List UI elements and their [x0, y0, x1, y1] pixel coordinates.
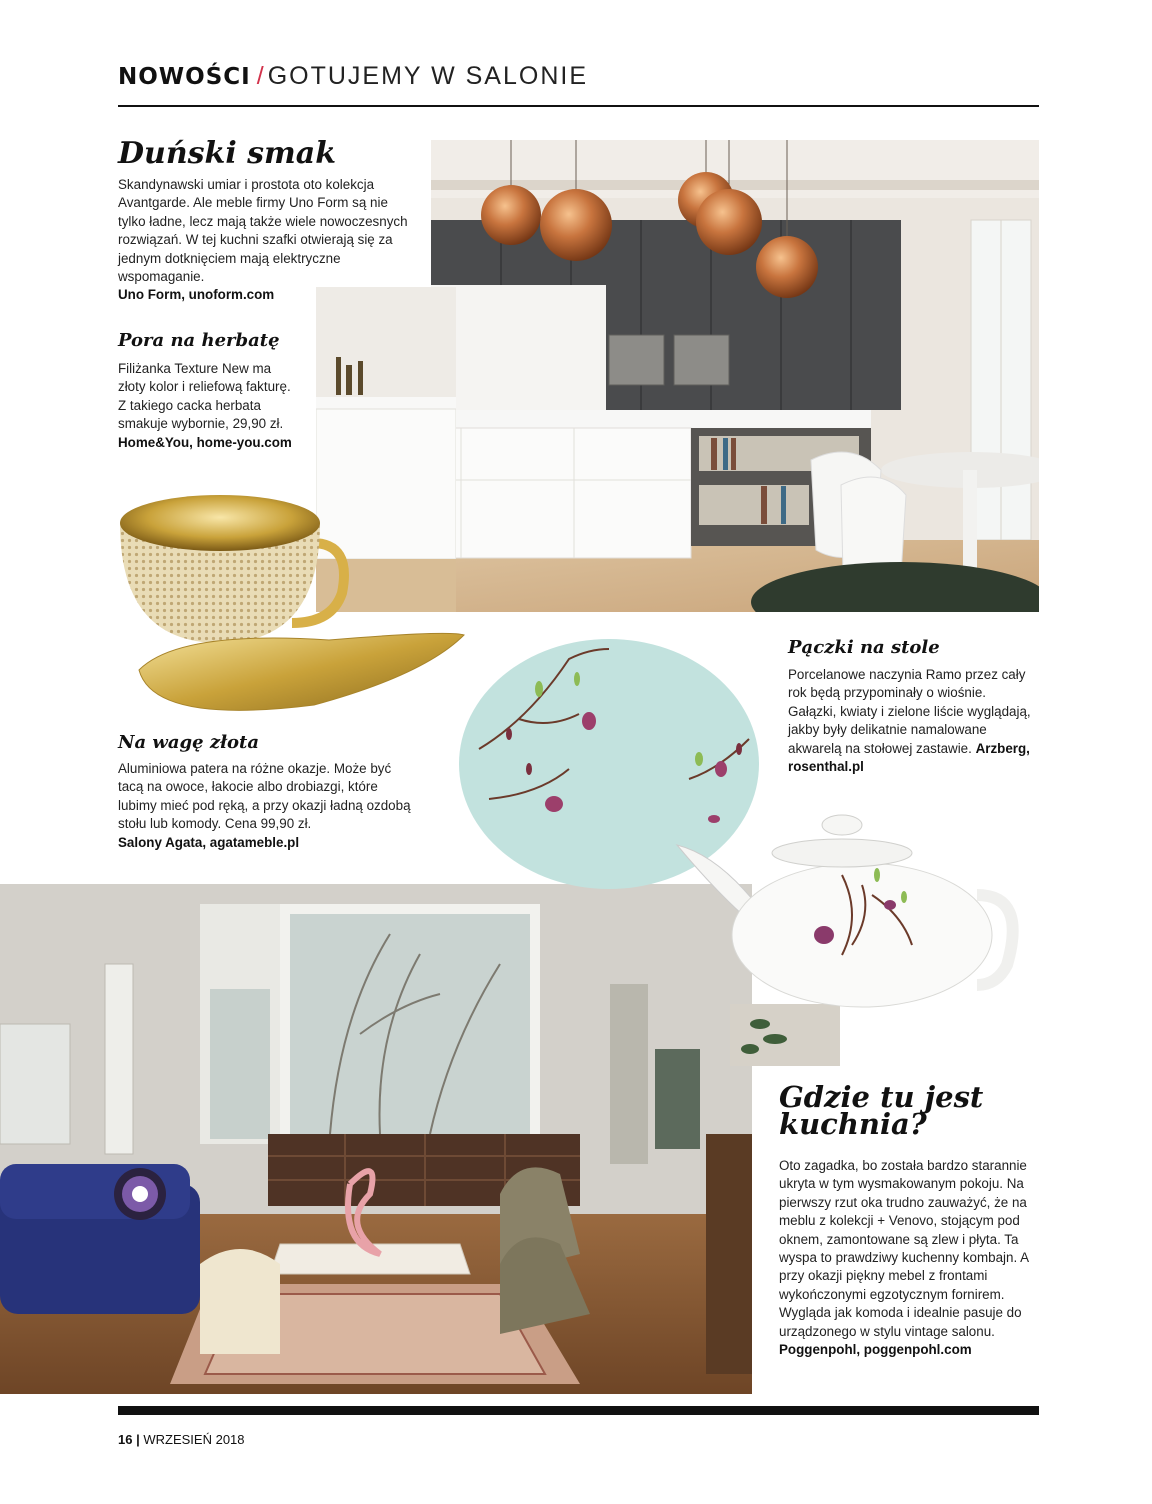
article-text-kuchnia: Oto zagadka, bo została bardzo starannie ukryta w tym wysmakowanym pokoju. Na pierwszy rzut oka trudno zauważyć, że na meblu z kolekcji + Venovo, stojącym pod oknem, zamontowane są zlew i płyta. Ta wyspa to prawdziwy kuchenny kombajn. A przy okazji piękny mebel z frontami wykończonymi egzotycznym fornirem. Wygląda jak komoda i idealnie pasuje do urządzonego w stylu vintage salonu. — [779, 1158, 1029, 1339]
article-source-herbata: Home&You, home-you.com — [118, 434, 292, 450]
living-room-photo — [0, 884, 752, 1394]
article-title-kuchnia: Gdzie tu jest kuchnia? — [779, 1080, 984, 1141]
article-title-herbata: Pora na herbatę — [118, 330, 280, 351]
subsection-name: GOTUJEMY W SALONIE — [267, 62, 588, 90]
footer-separator: | — [136, 1432, 140, 1447]
article-body-herbata — [118, 360, 298, 452]
article-source-zlota: Salony Agata, agatameble.pl — [118, 834, 300, 850]
issue-date: WRZESIEŃ 2018 — [143, 1432, 245, 1447]
article-title-zlota: Na wagę złota — [118, 732, 259, 753]
teapot-image — [672, 805, 1022, 1010]
kitchen-photo — [431, 140, 1039, 612]
section-name: NOWOŚCI — [118, 64, 251, 90]
article-text-dunski: Skandynawski umiar i prostota oto kolekcja Avantgarde. Ale meble firmy Uno Form są nie tylko ładne, lecz mają także wiele nowoczesnych rozwiązań. W tej kuchni szafki otwierają się za jednym dotknięciem mają elektryczne wspomaganie. — [118, 177, 408, 285]
gold-platter-image — [134, 625, 469, 720]
article-title-paczki: Pączki na stole — [788, 637, 940, 658]
article-source-kuchnia: Poggenpohl, poggenpohl.com — [779, 1342, 972, 1358]
article-body-dunski — [118, 176, 418, 305]
header-slash: / — [256, 62, 264, 90]
article-source-paczki: Arzberg, rosenthal.pl — [788, 740, 1030, 775]
plant-photo-corner — [730, 1004, 840, 1066]
article-text-paczki: Porcelanowe naczynia Ramo przez cały rok będą przypominały o wiośnie. Gałązki, kwiaty i zielone liście wyglądają, jakby były delikatnie namalowane akwarelą na stołowej zastawie. — [788, 667, 1031, 756]
article-body-kuchnia — [779, 1157, 1041, 1359]
article-source-dunski: Uno Form, unoform.com — [118, 287, 275, 303]
article-text-zlota: Aluminiowa patera na różne okazje. Może być tacą na owoce, łakocie albo drobiazgi, które lubimy mieć pod ręką, a przy okazji ładną ozdobą stołu lub komody. Cena 99,90 zł. — [118, 761, 411, 832]
gold-cup-image — [112, 488, 352, 648]
page-footer — [118, 1432, 245, 1447]
article-text-herbata: Filiżanka Texture New ma złoty kolor i reliefową fakturę. Z takiego cacka herbata smakuje wybornie, 29,90 zł. — [118, 361, 291, 432]
article-body-paczki — [788, 666, 1038, 776]
article-title-dunski: Duński smak — [118, 136, 337, 171]
article-body-zlota — [118, 760, 418, 852]
page-number: 16 — [118, 1432, 133, 1447]
footer-rule — [118, 1406, 1039, 1415]
section-header — [118, 62, 588, 96]
header-rule — [118, 105, 1039, 107]
